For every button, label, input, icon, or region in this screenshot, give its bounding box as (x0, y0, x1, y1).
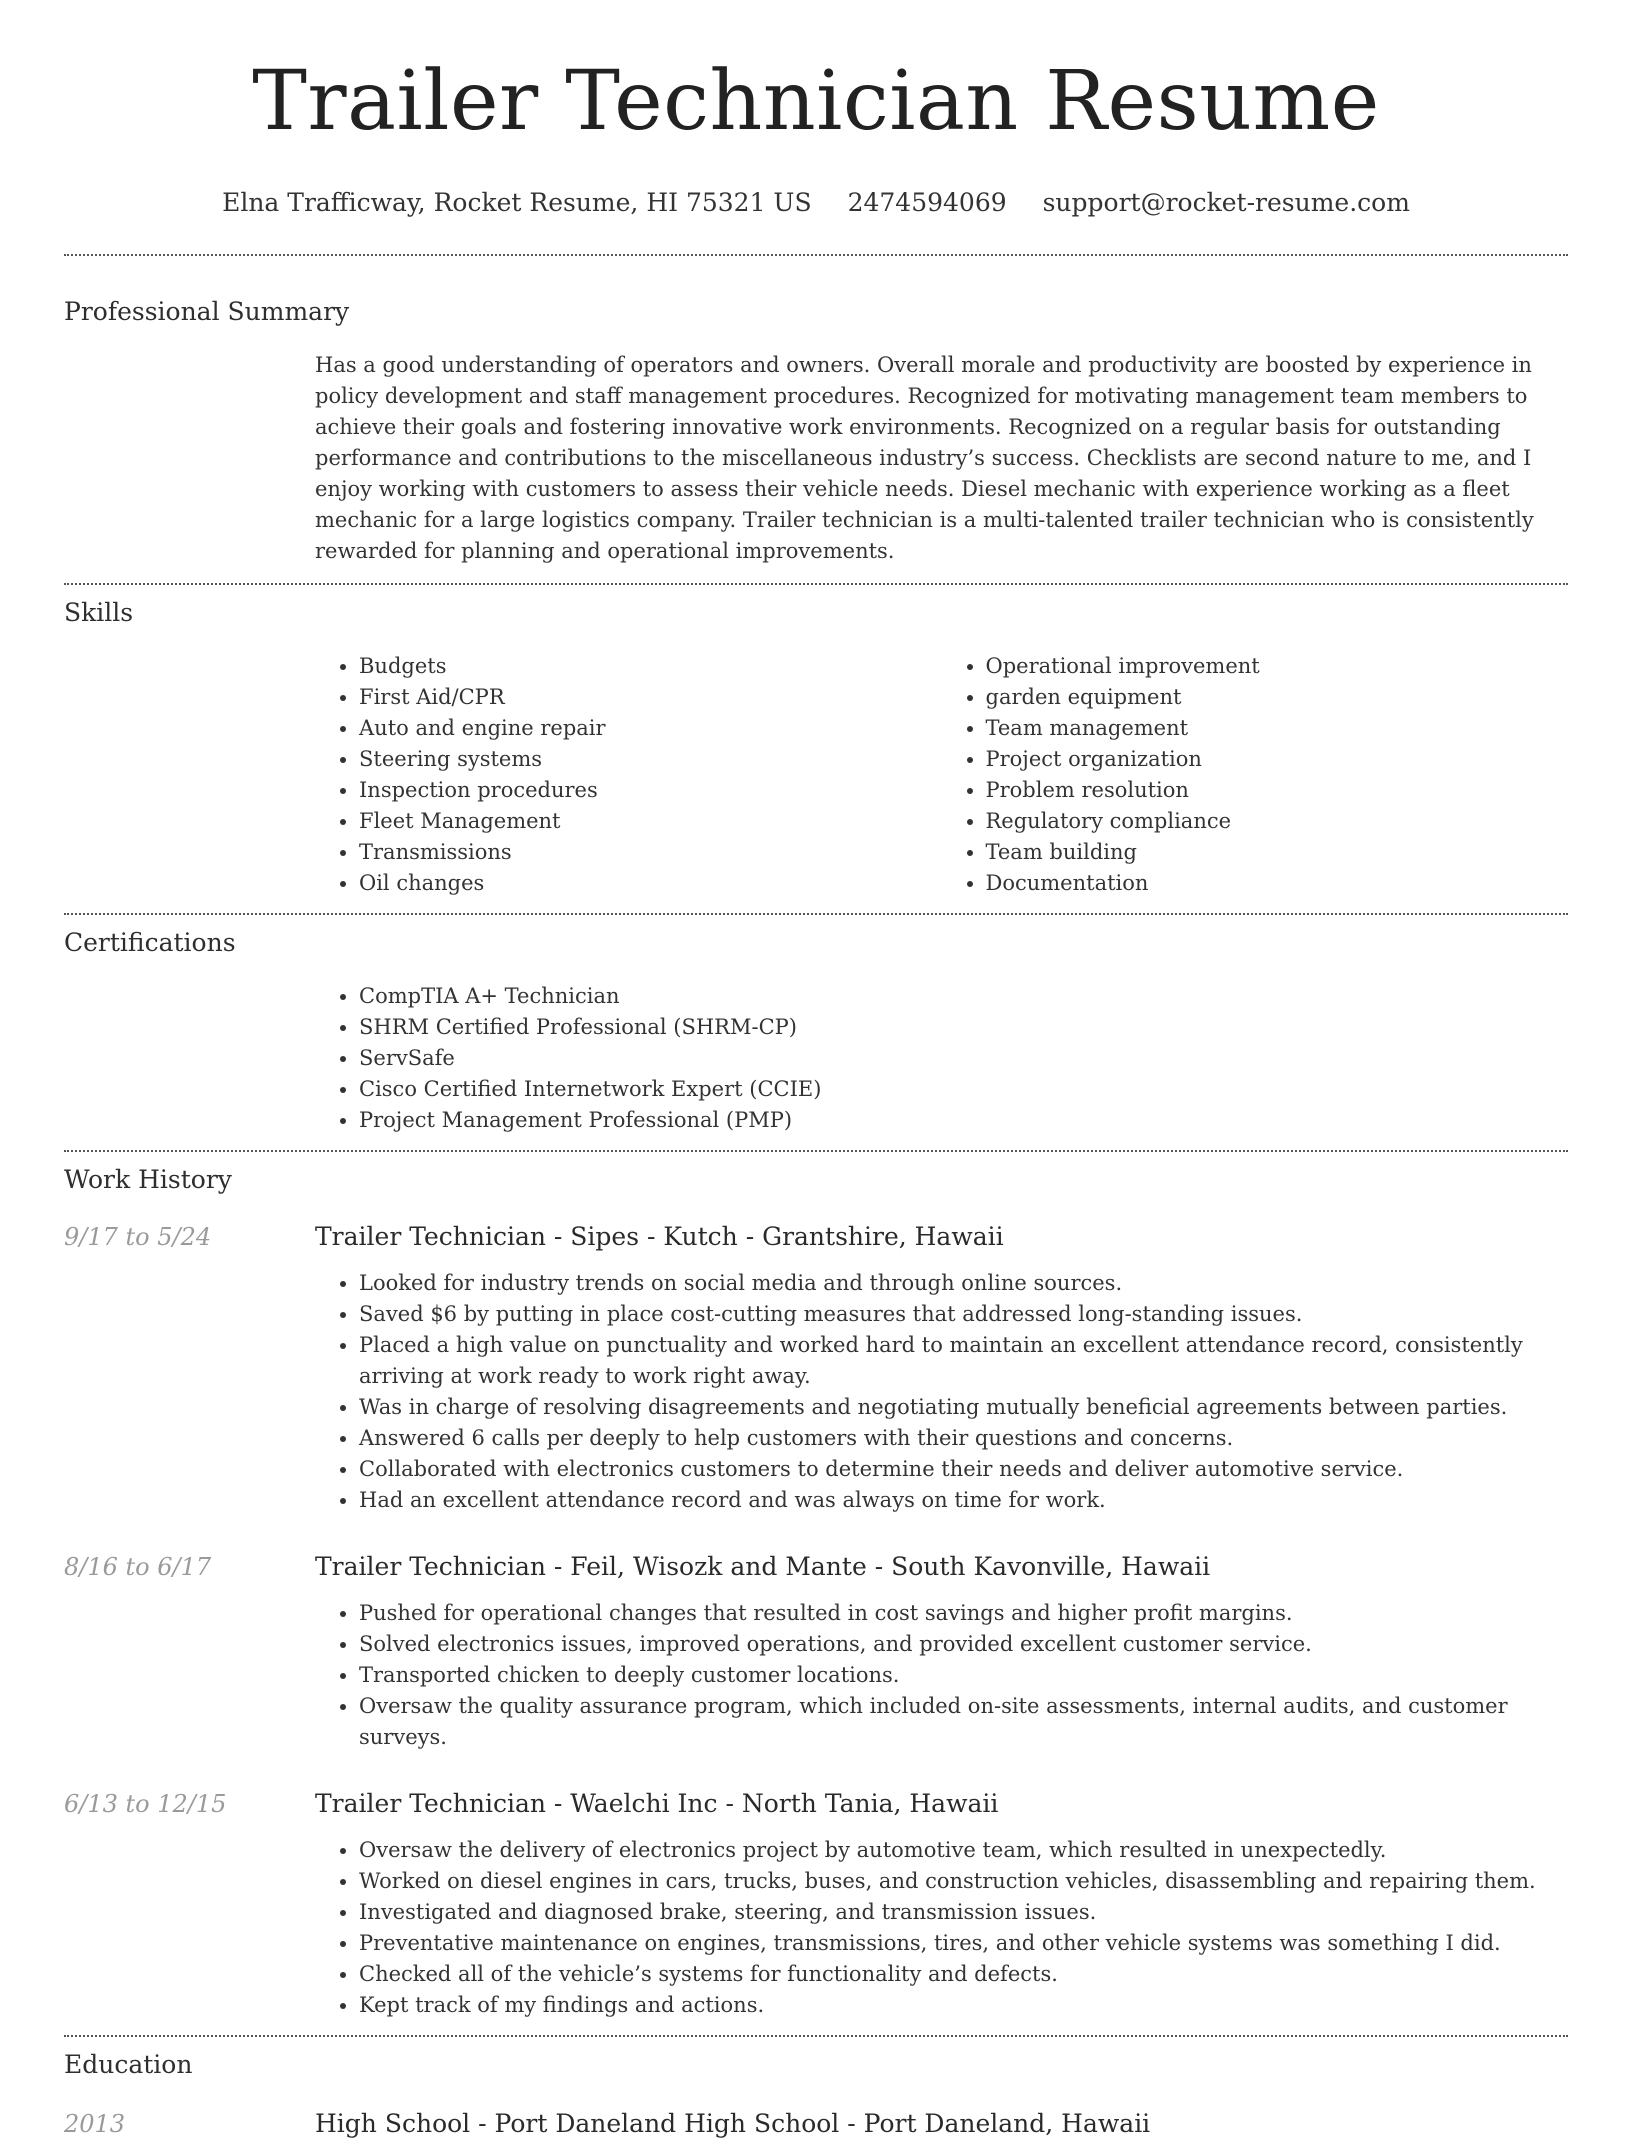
list-item: • Project organization (986, 744, 1569, 775)
education-year: 2013 (64, 2110, 126, 2138)
list-item: • Oil changes (359, 868, 942, 899)
job-bullets (315, 1268, 1568, 1516)
list-item: • Pushed for operational changes that resulted in cost savings and higher profit margins. (359, 1598, 1568, 1629)
job-entry (64, 1550, 1568, 1753)
page-title: Trailer Technician Resume (252, 54, 1380, 149)
list-item: • Kept track of my findings and actions. (359, 1990, 1568, 2021)
list-item: • Oversaw the quality assurance program, which included on-site assessments, internal audits, and customer surveys. (359, 1691, 1568, 1753)
list-item: • Documentation (986, 868, 1569, 899)
contact-line (64, 186, 1568, 220)
certifications-bullets (315, 981, 1568, 1136)
list-item: • Placed a high value on punctuality and worked hard to maintain an excellent attendance record, consistently arriving at work ready to work right away. (359, 1330, 1568, 1392)
list-item: • Looked for industry trends on social media and through online sources. (359, 1268, 1568, 1299)
list-item: • CompTIA A+ Technician (359, 981, 1568, 1012)
list-item: • Team building (986, 837, 1569, 868)
contact-email: support@rocket-resume.com (1042, 188, 1410, 217)
list-item: • Operational improvement (986, 651, 1569, 682)
summary-text: Has a good understanding of operators and owners. Overall morale and productivity are boosted by experience in policy development and staff management procedures. Recognized for motivating management team members to achieve their goals and fostering innovative work environments. Recognized on a regular basis for outstanding performance and contributions to the miscellaneous industry’s success. Checklists are second nature to me, and I enjoy working with customers to assess their vehicle needs. Diesel mechanic with experience working as a fleet mechanic for a large logistics company. Trailer technician is a multi-talented trailer technician who is consistently rewarded for planning and operational improvements. (315, 353, 1534, 563)
section-title-education: Education (64, 2050, 193, 2079)
list-item: • Collaborated with electronics customers to determine their needs and deliver automotive service. (359, 1454, 1568, 1485)
skills-column-left (315, 651, 942, 899)
certifications-list (315, 981, 1568, 1136)
job-entry (64, 1220, 1568, 1516)
education-title: High School - Port Daneland High School - Port Daneland, Hawaii (315, 2109, 1151, 2138)
job-dates: 6/13 to 12/15 (64, 1790, 227, 1818)
list-item: • Problem resolution (986, 775, 1569, 806)
list-item: • Preventative maintenance on engines, transmissions, tires, and other vehicle systems was something I did. (359, 1928, 1568, 1959)
list-item: • Team management (986, 713, 1569, 744)
contact-address: Elna Trafficway, Rocket Resume, HI 75321 US (222, 188, 812, 217)
job-dates: 8/16 to 6/17 (64, 1553, 212, 1581)
job-bullets (315, 1835, 1568, 2021)
list-item: • garden equipment (986, 682, 1569, 713)
section-title-certifications: Certifications (64, 928, 236, 957)
list-item: • ServSafe (359, 1043, 1568, 1074)
list-item: • Transmissions (359, 837, 942, 868)
list-item: • Cisco Certified Internetwork Expert (CCIE) (359, 1074, 1568, 1105)
list-item: • Worked on diesel engines in cars, trucks, buses, and construction vehicles, disassembling and repairing them. (359, 1866, 1568, 1897)
resume-page (64, 0, 1568, 2155)
list-item: • Fleet Management (359, 806, 942, 837)
list-item: • First Aid/CPR (359, 682, 942, 713)
job-entry (64, 1787, 1568, 2021)
list-item: • Regulatory compliance (986, 806, 1569, 837)
skills-list (315, 651, 1568, 899)
list-item: • Saved $6 by putting in place cost-cutting measures that addressed long-standing issues. (359, 1299, 1568, 1330)
skills-column-right (942, 651, 1569, 899)
section-title-skills: Skills (64, 598, 134, 627)
contact-phone: 2474594069 (847, 188, 1007, 217)
list-item: • Auto and engine repair (359, 713, 942, 744)
job-title: Trailer Technician - Sipes - Kutch - Grantshire, Hawaii (315, 1222, 1004, 1251)
section-title-summary: Professional Summary (64, 297, 350, 326)
job-title: Trailer Technician - Waelchi Inc - North Tania, Hawaii (315, 1789, 999, 1818)
job-title: Trailer Technician - Feil, Wisozk and Mante - South Kavonville, Hawaii (315, 1552, 1211, 1581)
job-bullets (315, 1598, 1568, 1753)
list-item: • Steering systems (359, 744, 942, 775)
section-title-work-history: Work History (64, 1165, 232, 1194)
list-item: • Investigated and diagnosed brake, steering, and transmission issues. (359, 1897, 1568, 1928)
list-item: • Budgets (359, 651, 942, 682)
education-entry (64, 2107, 1568, 2141)
job-dates: 9/17 to 5/24 (64, 1223, 212, 1251)
list-item: • Oversaw the delivery of electronics project by automotive team, which resulted in unexpectedly. (359, 1835, 1568, 1866)
list-item: • SHRM Certified Professional (SHRM-CP) (359, 1012, 1568, 1043)
list-item: • Was in charge of resolving disagreements and negotiating mutually beneficial agreements between parties. (359, 1392, 1568, 1423)
list-item: • Project Management Professional (PMP) (359, 1105, 1568, 1136)
list-item: • Solved electronics issues, improved operations, and provided excellent customer service. (359, 1629, 1568, 1660)
list-item: • Transported chicken to deeply customer locations. (359, 1660, 1568, 1691)
list-item: • Answered 6 calls per deeply to help customers with their questions and concerns. (359, 1423, 1568, 1454)
list-item: • Checked all of the vehicle’s systems for functionality and defects. (359, 1959, 1568, 1990)
list-item: • Had an excellent attendance record and was always on time for work. (359, 1485, 1568, 1516)
list-item: • Inspection procedures (359, 775, 942, 806)
